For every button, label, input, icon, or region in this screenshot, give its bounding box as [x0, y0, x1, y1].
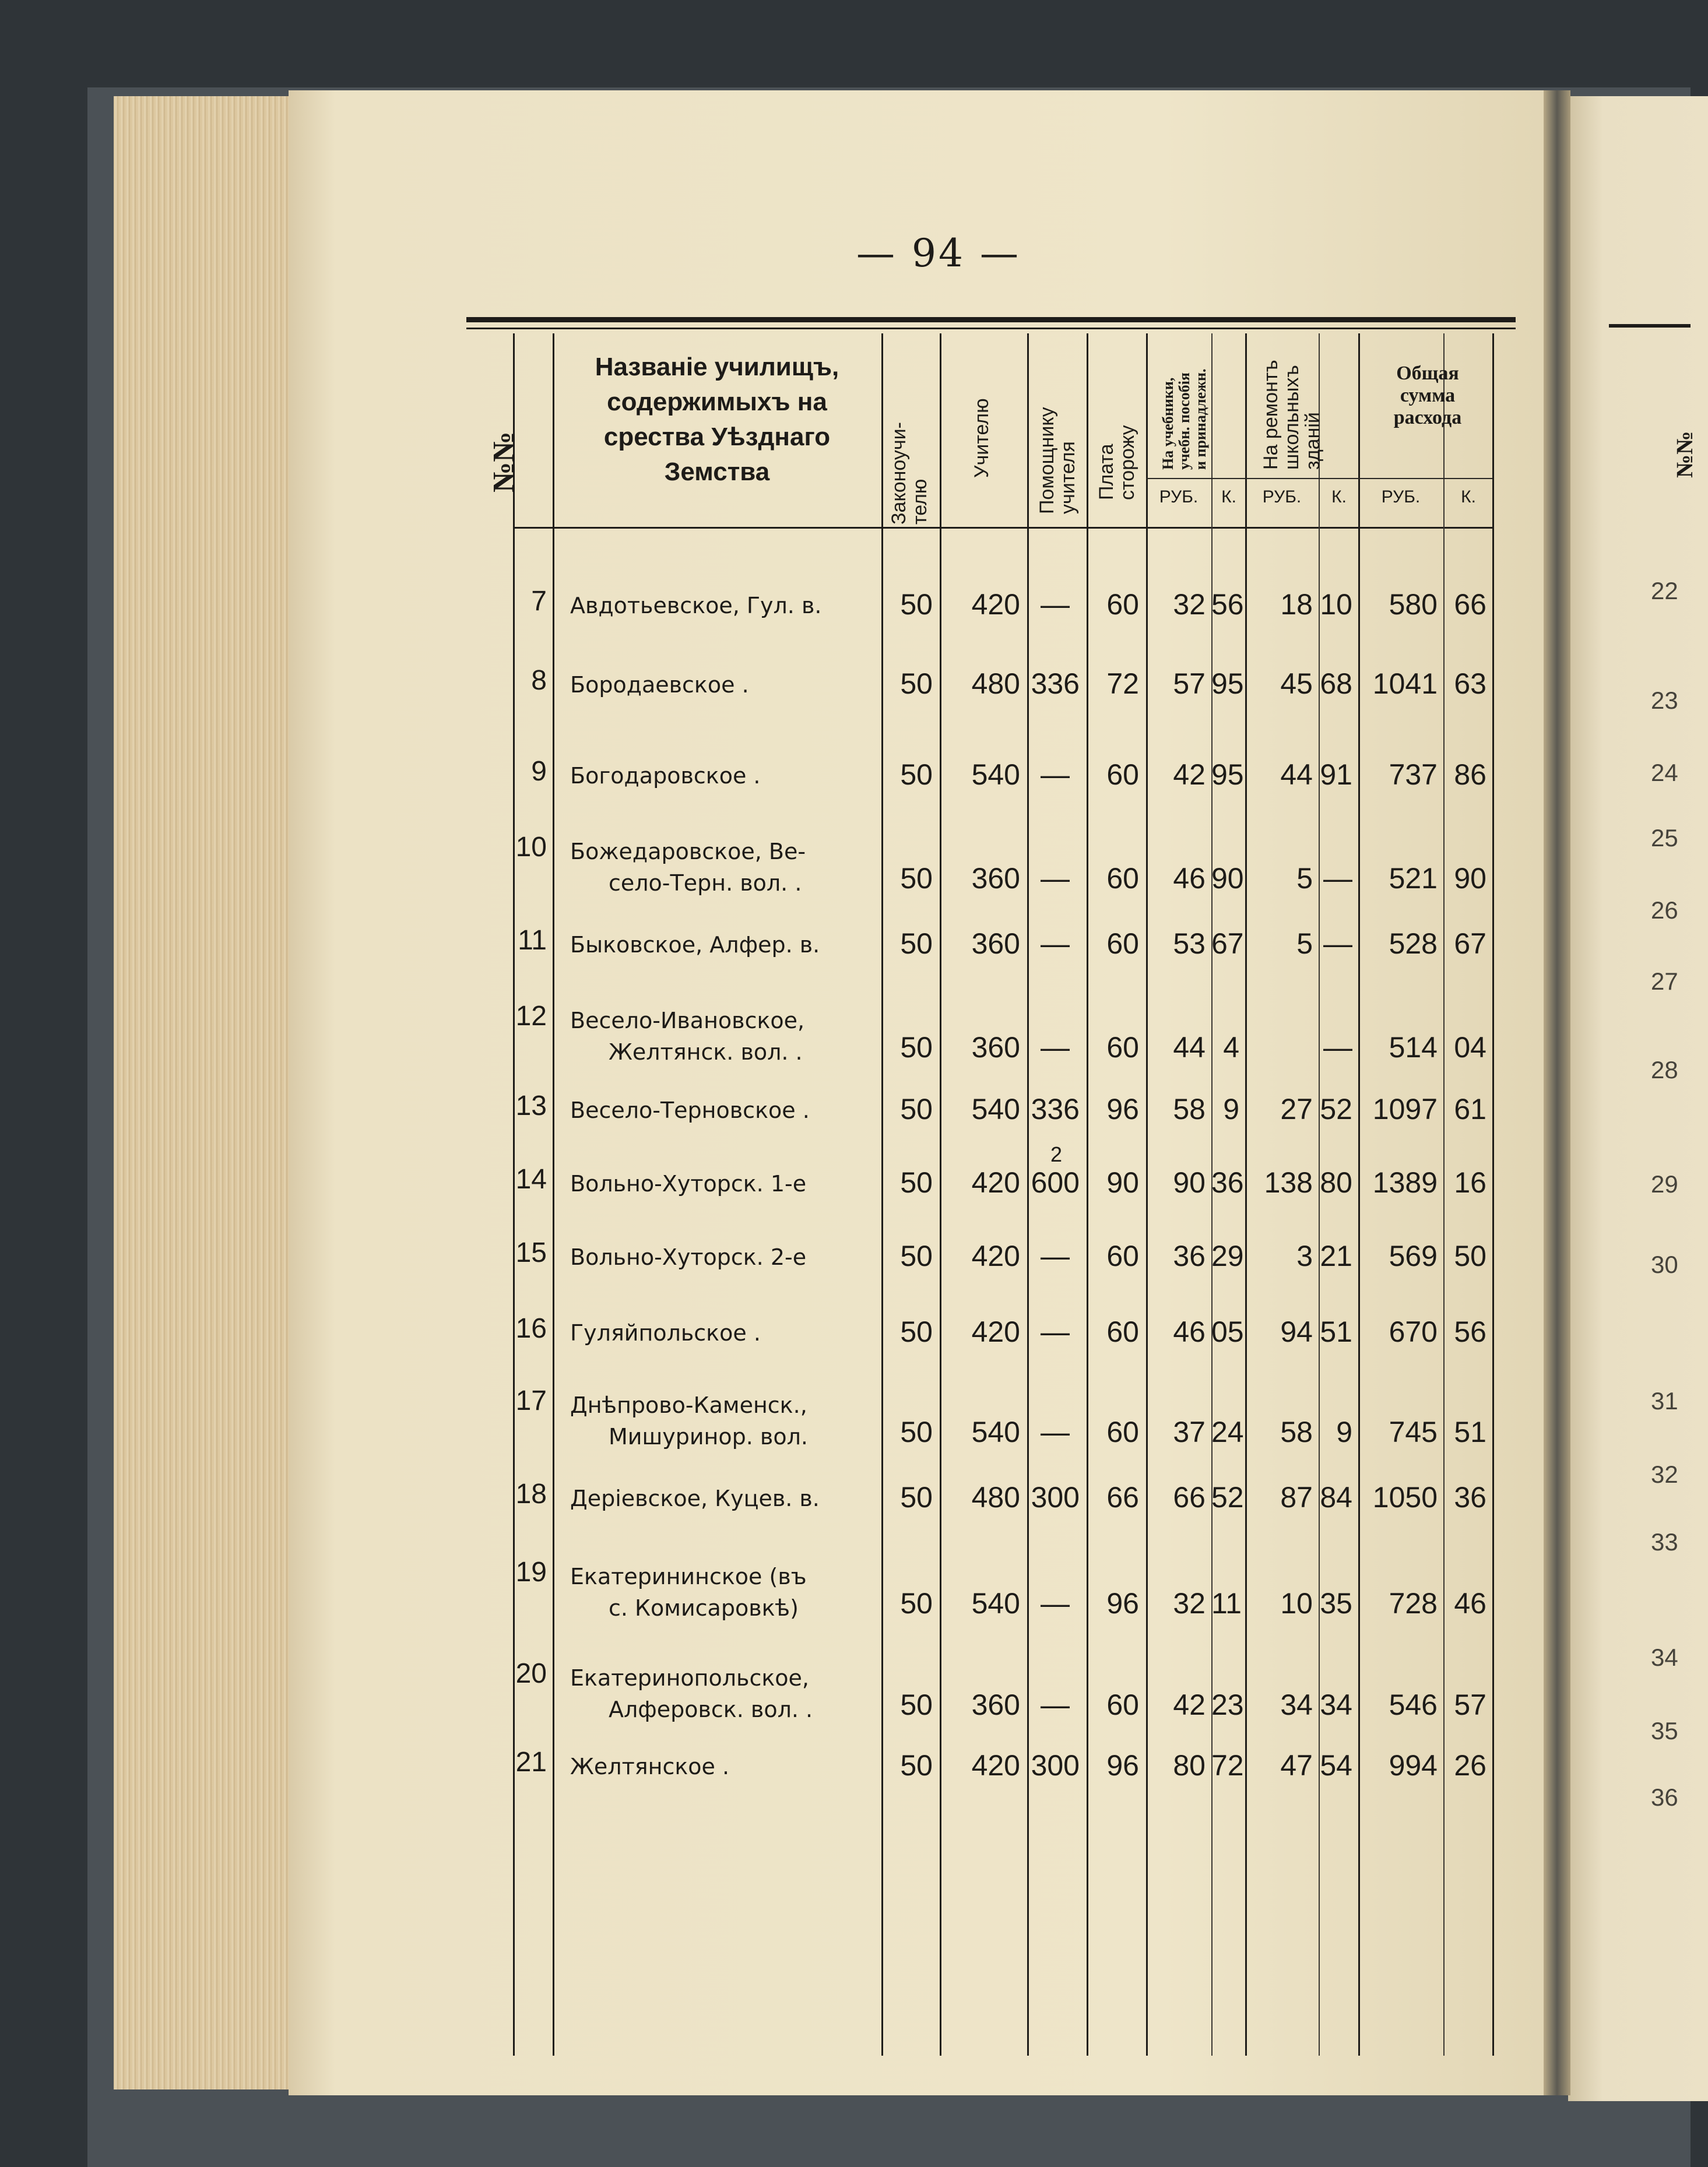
school-name-line: Авдотьевское, Гул. в. [570, 593, 822, 618]
cell-zakon: 50 [900, 1315, 933, 1348]
cell-zakon: 50 [900, 758, 933, 791]
cell-ucheb-r: 32 [1173, 1587, 1206, 1620]
cell-ucheb-r: 66 [1173, 1481, 1206, 1514]
cell-remont-k: 10 [1320, 588, 1352, 621]
cell-pomosh: — [1041, 1031, 1070, 1064]
unit-kop: К. [1461, 487, 1476, 506]
cell-uchit: 480 [971, 667, 1020, 700]
school-name-line: Алферовск. вол. . [609, 1697, 813, 1722]
school-name-line: Мишуринор. вол. [609, 1424, 808, 1450]
cell-total-k: 61 [1454, 1093, 1486, 1125]
header-law-teacher [888, 422, 930, 525]
school-name [570, 1389, 879, 1452]
unit-kop: К. [1221, 487, 1236, 506]
cell-total-k: 90 [1454, 862, 1486, 895]
cell-uchit: 420 [971, 1240, 1020, 1272]
cell-total-k: 66 [1454, 588, 1486, 621]
row-number: 17 [515, 1385, 547, 1416]
school-name [570, 1168, 879, 1199]
cell-remont-k: — [1323, 862, 1352, 895]
facing-page-rule [1609, 324, 1691, 328]
cell-zakon: 50 [900, 588, 933, 621]
cell-remont-r: 18 [1280, 588, 1313, 621]
cell-total-k: 26 [1454, 1749, 1486, 1782]
cell-ucheb-k: 29 [1211, 1240, 1244, 1272]
cell-zakon: 50 [900, 1688, 933, 1721]
cell-total-k: 57 [1454, 1688, 1486, 1721]
school-name [570, 929, 879, 961]
cell-storozh: 60 [1106, 862, 1139, 895]
cell-storozh: 60 [1106, 758, 1139, 791]
cell-pomosh: — [1041, 862, 1070, 895]
cell-ucheb-k: 23 [1211, 1688, 1244, 1721]
cell-total-k: 16 [1454, 1166, 1486, 1199]
header-line: Общая [1396, 363, 1459, 384]
cell-ucheb-r: 80 [1173, 1749, 1206, 1782]
school-name-line: Желтянское . [570, 1754, 730, 1779]
school-name-line: Вольно-Хуторск. 1-е [570, 1171, 807, 1197]
header-line: зданій [1302, 412, 1324, 470]
cell-storozh: 60 [1106, 1416, 1139, 1448]
row-number: 18 [515, 1479, 547, 1510]
cell-total-r: 1050 [1372, 1481, 1438, 1514]
col-line [1492, 333, 1494, 2056]
table-top-rule [466, 317, 1516, 322]
cell-pomosh: — [1041, 1240, 1070, 1272]
cell-remont-k: 54 [1320, 1749, 1352, 1782]
cell-uchit: 480 [971, 1481, 1020, 1514]
cell-zakon: 50 [900, 1240, 933, 1272]
cell-remont-r: 45 [1280, 667, 1313, 700]
cell-storozh: 60 [1106, 927, 1139, 960]
cell-storozh: 72 [1106, 667, 1139, 700]
cell-total-k: 63 [1454, 667, 1486, 700]
cell-storozh: 66 [1106, 1481, 1139, 1514]
cell-ucheb-r: 57 [1173, 667, 1206, 700]
school-name [570, 1561, 879, 1624]
cell-uchit: 540 [971, 1587, 1020, 1620]
cell-zakon: 50 [900, 1481, 933, 1514]
cell-remont-r: 94 [1280, 1315, 1313, 1348]
unit-kop: К. [1331, 487, 1347, 506]
cell-remont-r: 10 [1280, 1587, 1313, 1620]
cell-total-r: 745 [1389, 1416, 1438, 1448]
row-number: 20 [515, 1658, 547, 1689]
header-line: сумма [1400, 385, 1456, 406]
school-name-line: село-Терн. вол. . [609, 870, 802, 896]
header-line: Помощнику [1036, 407, 1058, 514]
facing-page-header: №№ [1671, 431, 1698, 478]
unit-rub: РУБ. [1262, 487, 1302, 506]
cell-total-r: 514 [1389, 1031, 1438, 1064]
school-name-line: Весело-Ивановское, [570, 1008, 805, 1033]
cell-total-k: 04 [1454, 1031, 1486, 1064]
cell-remont-r: 138 [1264, 1166, 1313, 1199]
unit-rule [1146, 478, 1492, 479]
cell-ucheb-k: 11 [1211, 1587, 1242, 1620]
row-number: 11 [518, 925, 547, 956]
header-line: содержимыхъ на [607, 388, 827, 416]
cell-uchit: 360 [971, 862, 1020, 895]
facing-row-number: 22 [1651, 577, 1678, 604]
cell-remont-r: 3 [1296, 1240, 1313, 1272]
book-gutter [1544, 90, 1570, 2095]
cell-pomosh: — [1041, 588, 1070, 621]
header-line: На ремонтъ [1260, 360, 1282, 470]
cell-ucheb-r: 58 [1173, 1093, 1206, 1125]
header-teacher [971, 398, 992, 478]
cell-ucheb-k: 9 [1223, 1093, 1239, 1125]
row-number: 19 [515, 1557, 547, 1588]
cell-total-r: 528 [1389, 927, 1438, 960]
header-textbooks [1160, 369, 1209, 470]
cell-pomosh: 336 [1031, 1093, 1080, 1125]
school-name-line: Екатеринопольское, [570, 1665, 810, 1691]
cell-ucheb-r: 36 [1173, 1240, 1206, 1272]
school-name-line: Деріевское, Куцев. в. [570, 1486, 820, 1511]
cell-remont-r: 47 [1280, 1749, 1313, 1782]
cell-ucheb-k: 95 [1211, 667, 1244, 700]
cell-remont-k: 84 [1320, 1481, 1352, 1514]
cell-remont-k: 52 [1320, 1093, 1352, 1125]
school-name-line: Екатерининское (въ [570, 1564, 807, 1589]
cell-total-k: 51 [1454, 1416, 1486, 1448]
header-line: Земства [664, 458, 770, 486]
facing-row-number: 33 [1651, 1528, 1678, 1556]
cell-total-r: 521 [1389, 862, 1438, 895]
header-repair [1260, 360, 1323, 470]
cell-total-r: 737 [1389, 758, 1438, 791]
facing-row-number: 30 [1651, 1251, 1678, 1278]
table-header-rule [513, 527, 1492, 529]
cell-pomosh: — [1041, 1315, 1070, 1348]
cell-zakon: 50 [900, 1749, 933, 1782]
row-number: 13 [515, 1090, 547, 1121]
cell-ucheb-k: 67 [1211, 927, 1244, 960]
cell-uchit: 540 [971, 1416, 1020, 1448]
cell-pomosh: 600 [1031, 1166, 1080, 1199]
cell-zakon: 50 [900, 862, 933, 895]
cell-total-k: 46 [1454, 1587, 1486, 1620]
cell-zakon: 50 [900, 927, 933, 960]
row-number: 8 [531, 665, 547, 696]
page-number: — 94 — [856, 231, 1021, 276]
cell-pomosh: 300 [1031, 1481, 1080, 1514]
cell-total-r: 670 [1389, 1315, 1438, 1348]
cell-remont-r: 34 [1280, 1688, 1313, 1721]
header-line: учителя [1057, 441, 1079, 514]
school-name [570, 1317, 879, 1349]
cell-ucheb-k: 90 [1211, 862, 1244, 895]
cell-uchit: 360 [971, 1031, 1020, 1064]
cell-remont-k: 9 [1336, 1416, 1352, 1448]
row-number: 9 [531, 756, 547, 787]
cell-storozh: 90 [1106, 1166, 1139, 1199]
facing-row-number: 23 [1651, 687, 1678, 714]
school-name [570, 1241, 879, 1273]
cell-uchit: 420 [971, 588, 1020, 621]
cell-total-k: 36 [1454, 1481, 1486, 1514]
school-name-line: Весело-Терновское . [570, 1097, 810, 1123]
cell-uchit: 540 [971, 758, 1020, 791]
cell-note: 2 [1050, 1142, 1063, 1166]
school-name-line: с. Комисаровкѣ) [609, 1595, 799, 1621]
school-name [570, 1095, 879, 1126]
cell-remont-k: 91 [1320, 758, 1352, 791]
cell-ucheb-r: 32 [1173, 588, 1206, 621]
row-number: 12 [515, 1001, 547, 1032]
facing-row-number: 28 [1651, 1056, 1678, 1084]
school-name [570, 1751, 879, 1782]
cell-total-r: 580 [1389, 588, 1438, 621]
cell-storozh: 96 [1106, 1587, 1139, 1620]
header-line: Законоучи- [888, 422, 910, 525]
cell-remont-r: 27 [1280, 1093, 1313, 1125]
cell-pomosh: — [1041, 1688, 1070, 1721]
cell-pomosh: — [1041, 758, 1070, 791]
cell-pomosh: — [1041, 1587, 1070, 1620]
row-number: 14 [515, 1164, 547, 1195]
school-name [570, 760, 879, 791]
cell-uchit: 420 [971, 1749, 1020, 1782]
cell-ucheb-r: 46 [1173, 862, 1206, 895]
row-number: 16 [515, 1313, 547, 1344]
header-line: Плата [1095, 444, 1117, 500]
cell-total-r: 1097 [1372, 1093, 1438, 1125]
cell-remont-r: 44 [1280, 758, 1313, 791]
cell-remont-k: 21 [1320, 1240, 1352, 1272]
cell-ucheb-r: 42 [1173, 1688, 1206, 1721]
facing-row-number: 29 [1651, 1170, 1678, 1198]
cell-uchit: 540 [971, 1093, 1020, 1125]
cell-zakon: 50 [900, 667, 933, 700]
row-number: 10 [515, 832, 547, 863]
cell-uchit: 360 [971, 1688, 1020, 1721]
school-name-line: Гуляйпольское . [570, 1320, 761, 1346]
cell-total-r: 994 [1389, 1749, 1438, 1782]
cell-storozh: 60 [1106, 1240, 1139, 1272]
cell-ucheb-r: 90 [1173, 1166, 1206, 1199]
cell-remont-k: 68 [1320, 667, 1352, 700]
facing-row-number: 26 [1651, 896, 1678, 924]
cell-storozh: 60 [1106, 1688, 1139, 1721]
school-name-line: Желтянск. вол. . [609, 1039, 803, 1065]
cell-remont-k: 35 [1320, 1587, 1352, 1620]
cell-pomosh: 300 [1031, 1749, 1080, 1782]
header-line: Учителю [971, 398, 993, 478]
cell-total-k: 56 [1454, 1315, 1486, 1348]
facing-row-number: 34 [1651, 1644, 1678, 1671]
facing-row-number: 31 [1651, 1387, 1678, 1415]
cell-remont-k: 51 [1320, 1315, 1352, 1348]
header-line: расхода [1393, 407, 1462, 428]
header-watchman [1096, 425, 1138, 500]
cell-ucheb-k: 72 [1211, 1749, 1244, 1782]
facing-row-number: 32 [1651, 1461, 1678, 1488]
row-number: 7 [531, 586, 547, 617]
header-line: телю [909, 479, 931, 525]
cell-total-r: 1041 [1372, 667, 1438, 700]
school-name-line: Бородаевское . [570, 672, 749, 698]
school-name [570, 836, 879, 899]
cell-zakon: 50 [900, 1166, 933, 1199]
facing-row-number: 25 [1651, 824, 1678, 852]
facing-row-number: 36 [1651, 1783, 1678, 1811]
cell-remont-r: 5 [1296, 862, 1313, 895]
cell-storozh: 60 [1106, 588, 1139, 621]
cell-storozh: 96 [1106, 1093, 1139, 1125]
header-assistant [1036, 407, 1078, 514]
cell-remont-r: 58 [1280, 1416, 1313, 1448]
header-line: срества Уѣзднаго [603, 423, 831, 451]
cell-uchit: 360 [971, 927, 1020, 960]
facing-row-number: 27 [1651, 968, 1678, 995]
cell-zakon: 50 [900, 1587, 933, 1620]
header-line: На учебники, [1159, 377, 1176, 470]
header-school-name [554, 350, 880, 490]
school-name [570, 1662, 879, 1725]
cell-remont-k: 34 [1320, 1688, 1352, 1721]
facing-row-number: 35 [1651, 1717, 1678, 1744]
cell-remont-k: — [1323, 1031, 1352, 1064]
table-top-rule-thin [466, 328, 1516, 329]
row-number: 15 [515, 1237, 547, 1268]
header-line: сторожу [1116, 425, 1138, 500]
school-name [570, 1483, 879, 1514]
header-line: учебн. пособія [1176, 372, 1193, 470]
cell-pomosh: 336 [1031, 667, 1080, 700]
header-total [1362, 363, 1493, 429]
col-line [553, 333, 554, 2056]
school-name-line: Днѣпрово-Каменск., [570, 1392, 807, 1418]
cell-zakon: 50 [900, 1416, 933, 1448]
cell-ucheb-r: 53 [1173, 927, 1206, 960]
cell-total-k: 67 [1454, 927, 1486, 960]
row-number: 21 [515, 1747, 547, 1778]
cell-storozh: 60 [1106, 1031, 1139, 1064]
school-name-line: Божедаровское, Ве- [570, 839, 806, 864]
unit-rub: РУБ. [1159, 487, 1199, 506]
header-line: Названіе училищъ, [595, 353, 839, 381]
cell-zakon: 50 [900, 1093, 933, 1125]
cell-total-k: 86 [1454, 758, 1486, 791]
cell-ucheb-r: 42 [1173, 758, 1206, 791]
cell-ucheb-k: 24 [1211, 1416, 1244, 1448]
school-name [570, 669, 879, 701]
cell-ucheb-k: 36 [1211, 1166, 1244, 1199]
school-name-line: Быковское, Алфер. в. [570, 932, 820, 958]
cell-remont-k: 80 [1320, 1166, 1352, 1199]
cell-ucheb-k: 05 [1211, 1315, 1244, 1348]
cell-remont-r: 87 [1280, 1481, 1313, 1514]
cell-total-r: 546 [1389, 1688, 1438, 1721]
page-edges [114, 96, 294, 2089]
header-line: школьныхъ [1281, 365, 1303, 470]
header-number: №№ [487, 431, 521, 492]
cell-uchit: 420 [971, 1166, 1020, 1199]
cell-ucheb-k: 52 [1211, 1481, 1244, 1514]
cell-ucheb-k: 95 [1211, 758, 1244, 791]
cell-total-r: 1389 [1372, 1166, 1438, 1199]
cell-pomosh: — [1041, 1416, 1070, 1448]
cell-total-r: 728 [1389, 1587, 1438, 1620]
cell-remont-r: 5 [1296, 927, 1313, 960]
school-name [570, 590, 879, 621]
cell-total-r: 569 [1389, 1240, 1438, 1272]
cell-zakon: 50 [900, 1031, 933, 1064]
cell-uchit: 420 [971, 1315, 1020, 1348]
cell-ucheb-k: 56 [1211, 588, 1244, 621]
school-name-line: Богодаровское . [570, 763, 761, 789]
cell-pomosh: — [1041, 927, 1070, 960]
cell-ucheb-r: 37 [1173, 1416, 1206, 1448]
school-name-line: Вольно-Хуторск. 2-е [570, 1244, 807, 1270]
school-name [570, 1005, 879, 1068]
cell-total-k: 50 [1454, 1240, 1486, 1272]
cell-ucheb-r: 46 [1173, 1315, 1206, 1348]
header-line: и принадлежн. [1192, 368, 1209, 470]
cell-remont-k: — [1323, 927, 1352, 960]
unit-rub: РУБ. [1381, 487, 1421, 506]
facing-row-number: 24 [1651, 759, 1678, 786]
cell-storozh: 60 [1106, 1315, 1139, 1348]
cell-storozh: 96 [1106, 1749, 1139, 1782]
cell-ucheb-k: 4 [1223, 1031, 1239, 1064]
cell-ucheb-r: 44 [1173, 1031, 1206, 1064]
